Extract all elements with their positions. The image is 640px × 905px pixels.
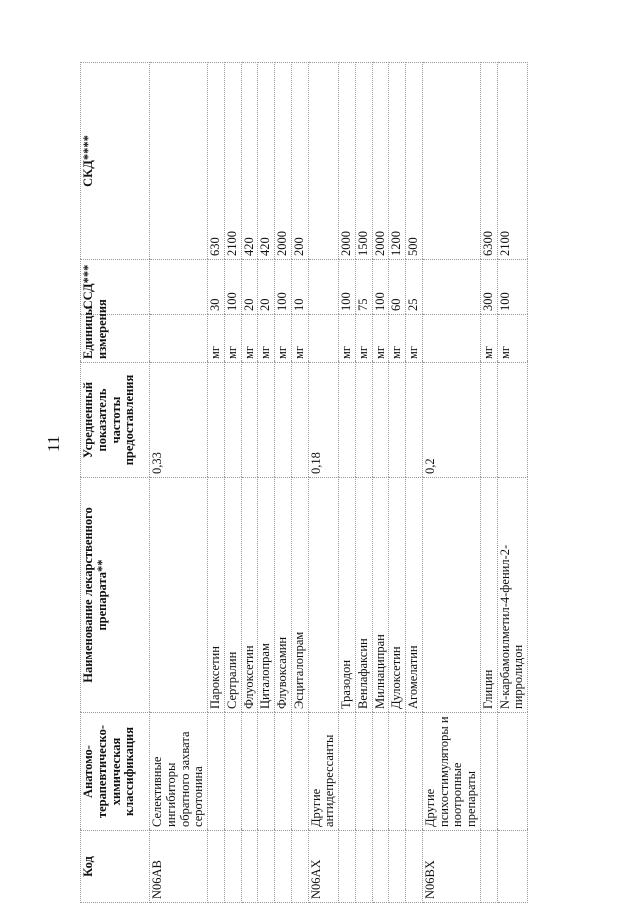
group-skd-empty [150, 63, 208, 260]
drug-row [355, 63, 372, 903]
drug-code-empty [241, 831, 258, 903]
drug-name: Циталопрам [258, 478, 275, 713]
drug-code-empty [258, 831, 275, 903]
drug-name: Пароксетин [208, 478, 225, 713]
drug-name: Флувоксамин [275, 478, 292, 713]
drug-skd: 630 [208, 63, 225, 260]
drug-unit: мг [372, 315, 389, 363]
group-row [422, 63, 480, 903]
drug-name: Флуоксетин [241, 478, 258, 713]
drug-freq-empty [258, 363, 275, 478]
group-ssd-empty [308, 260, 339, 315]
drug-ssd: 20 [258, 260, 275, 315]
group-name-empty [308, 478, 339, 713]
group-atc: Другие антидепрессанты [308, 713, 339, 831]
drug-row [339, 63, 356, 903]
drug-name: Агомелатин [406, 478, 423, 713]
drug-atc-empty [291, 713, 308, 831]
drug-row [291, 63, 308, 903]
drug-freq-empty [339, 363, 356, 478]
group-code: N06BX [422, 831, 480, 903]
drug-atc-empty [275, 713, 292, 831]
drug-code-empty [355, 831, 372, 903]
group-row [308, 63, 339, 903]
drug-atc-empty [372, 713, 389, 831]
drug-row [480, 63, 497, 903]
drug-code-empty [497, 831, 528, 903]
group-freq: 0,33 [150, 363, 208, 478]
group-freq: 0,2 [422, 363, 480, 478]
drug-code-empty [389, 831, 406, 903]
drug-name: Милнаципран [372, 478, 389, 713]
drug-skd: 1200 [389, 63, 406, 260]
drug-atc-empty [497, 713, 528, 831]
drug-ssd: 25 [406, 260, 423, 315]
drug-unit: мг [291, 315, 308, 363]
group-code: N06AB [150, 831, 208, 903]
header-unit: Единицы измерения [81, 315, 150, 363]
header-skd: СКД**** [81, 63, 150, 260]
drug-name: Венлафаксин [355, 478, 372, 713]
drug-table [80, 62, 528, 903]
drug-code-empty [480, 831, 497, 903]
drug-skd: 2100 [497, 63, 528, 260]
drug-atc-empty [389, 713, 406, 831]
drug-unit: мг [275, 315, 292, 363]
drug-code-empty [339, 831, 356, 903]
drug-unit: мг [355, 315, 372, 363]
group-ssd-empty [422, 260, 480, 315]
drug-row [275, 63, 292, 903]
group-unit-empty [308, 315, 339, 363]
table-body [150, 63, 528, 903]
group-name-empty [150, 478, 208, 713]
drug-row [389, 63, 406, 903]
drug-freq-empty [406, 363, 423, 478]
drug-unit: мг [258, 315, 275, 363]
group-unit-empty [150, 315, 208, 363]
drug-unit: мг [224, 315, 241, 363]
drug-ssd: 100 [497, 260, 528, 315]
drug-atc-empty [258, 713, 275, 831]
drug-freq-empty [208, 363, 225, 478]
drug-skd: 420 [241, 63, 258, 260]
drug-atc-empty [241, 713, 258, 831]
drug-code-empty [372, 831, 389, 903]
drug-name: Тразодон [339, 478, 356, 713]
header-name: Наименование лекарственного препарата** [81, 478, 150, 713]
drug-ssd: 100 [224, 260, 241, 315]
drug-row [224, 63, 241, 903]
drug-ssd: 300 [480, 260, 497, 315]
drug-row [241, 63, 258, 903]
drug-row [372, 63, 389, 903]
group-name-empty [422, 478, 480, 713]
header-code: Код [81, 831, 150, 903]
drug-unit: мг [406, 315, 423, 363]
drug-atc-empty [355, 713, 372, 831]
drug-freq-empty [372, 363, 389, 478]
drug-code-empty [275, 831, 292, 903]
page-number: 11 [44, 435, 63, 452]
header-freq: Усредненный показатель частоты предоставления [81, 363, 150, 478]
drug-atc-empty [339, 713, 356, 831]
drug-skd: 1500 [355, 63, 372, 260]
group-skd-empty [308, 63, 339, 260]
group-code: N06AX [308, 831, 339, 903]
drug-name: Эсциталопрам [291, 478, 308, 713]
drug-skd: 2000 [339, 63, 356, 260]
drug-code-empty [224, 831, 241, 903]
drug-skd: 500 [406, 63, 423, 260]
drug-ssd: 100 [339, 260, 356, 315]
drug-atc-empty [224, 713, 241, 831]
drug-freq-empty [241, 363, 258, 478]
drug-atc-empty [480, 713, 497, 831]
drug-code-empty [406, 831, 423, 903]
drug-freq-empty [480, 363, 497, 478]
group-ssd-empty [150, 260, 208, 315]
drug-unit: мг [497, 315, 528, 363]
group-row [150, 63, 208, 903]
header-ssd: ССД*** [81, 260, 150, 315]
drug-ssd: 100 [275, 260, 292, 315]
drug-ssd: 20 [241, 260, 258, 315]
drug-name: N-карбамоилметил-4-фенил-2-пирролидон [497, 478, 528, 713]
drug-name: Сертралин [224, 478, 241, 713]
drug-freq-empty [291, 363, 308, 478]
drug-unit: мг [389, 315, 406, 363]
drug-freq-empty [224, 363, 241, 478]
drug-name: Глицин [480, 478, 497, 713]
drug-ssd: 60 [389, 260, 406, 315]
drug-unit: мг [339, 315, 356, 363]
drug-skd: 2000 [372, 63, 389, 260]
drug-row [406, 63, 423, 903]
group-freq: 0,18 [308, 363, 339, 478]
drug-unit: мг [480, 315, 497, 363]
header-atc: Анатомо-терапевтическо-химическая классификация [81, 713, 150, 831]
group-skd-empty [422, 63, 480, 260]
drug-code-empty [291, 831, 308, 903]
table-header-row [81, 63, 150, 903]
drug-ssd: 100 [372, 260, 389, 315]
group-atc: Селективные ингибиторы обратного захвата серотонина [150, 713, 208, 831]
drug-name: Дулоксетин [389, 478, 406, 713]
drug-freq-empty [275, 363, 292, 478]
drug-freq-empty [389, 363, 406, 478]
drug-row [497, 63, 528, 903]
drug-skd: 2000 [275, 63, 292, 260]
drug-row [258, 63, 275, 903]
drug-freq-empty [497, 363, 528, 478]
drug-ssd: 75 [355, 260, 372, 315]
rotated-table-container [80, 63, 580, 903]
drug-code-empty [208, 831, 225, 903]
drug-freq-empty [355, 363, 372, 478]
drug-atc-empty [208, 713, 225, 831]
drug-skd: 6300 [480, 63, 497, 260]
drug-skd: 2100 [224, 63, 241, 260]
drug-row [208, 63, 225, 903]
group-atc: Другие психостимуляторы и ноотропные препараты [422, 713, 480, 831]
group-unit-empty [422, 315, 480, 363]
drug-skd: 420 [258, 63, 275, 260]
drug-ssd: 10 [291, 260, 308, 315]
drug-unit: мг [241, 315, 258, 363]
drug-unit: мг [208, 315, 225, 363]
drug-atc-empty [406, 713, 423, 831]
drug-ssd: 30 [208, 260, 225, 315]
drug-skd: 200 [291, 63, 308, 260]
